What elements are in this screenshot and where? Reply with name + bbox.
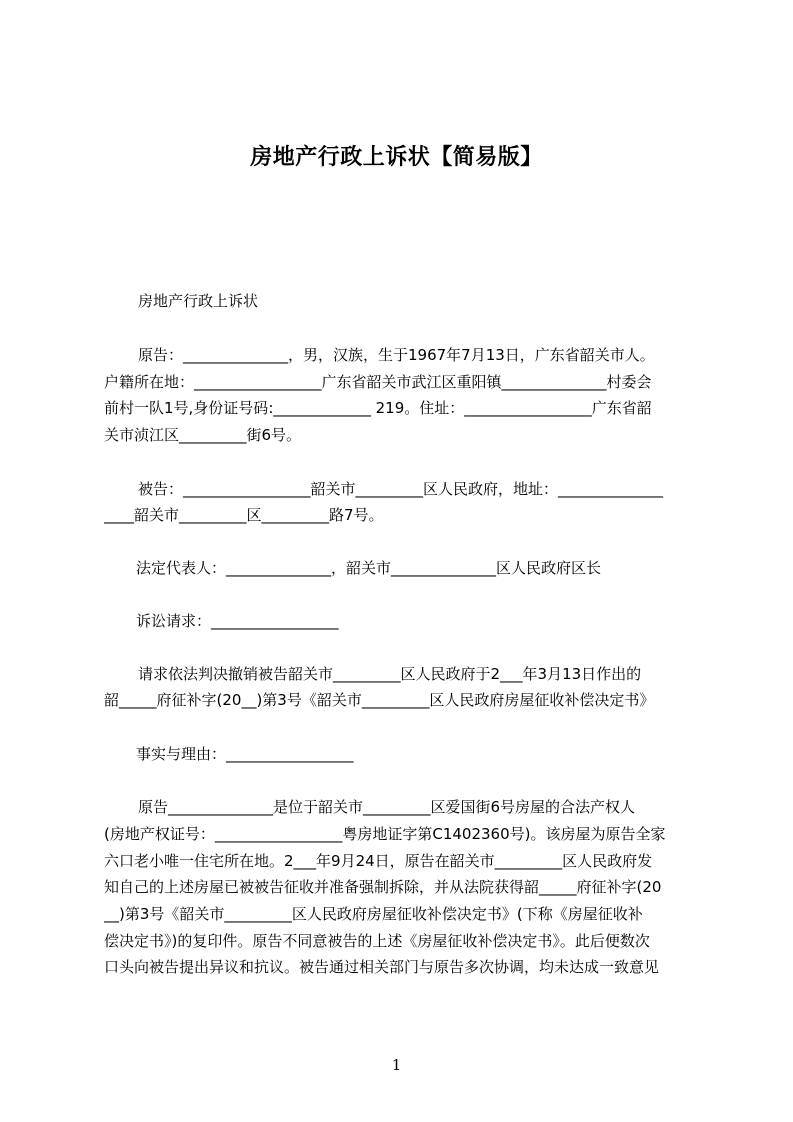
body-line: 户籍所在地：_________________广东省韶关市武江区重阳镇______________村委会	[104, 373, 652, 391]
page-number: 1	[391, 1056, 402, 1074]
legal-representative-line: 法定代表人：______________，韶关市______________区人民政府区长	[136, 559, 602, 577]
facts-heading: 事实与理由：_________________	[136, 745, 354, 763]
claims-heading: 诉讼请求：_________________	[136, 612, 339, 630]
body-line: 前村一队1号,身份证号码:_____________ 219。住址：_________________广东省韶	[104, 399, 652, 417]
plaintiff-line: 原告：______________，男，汉族，生于1967年7月13日，广东省韶关市人。	[138, 346, 655, 364]
facts-line: 原告______________是位于韶关市_________区爱国街6号房屋的合法产权人	[138, 798, 636, 816]
body-line: 六口老小唯一住宅所在地。2___年9月24日，原告在韶关市_________区人民政府发	[104, 852, 653, 870]
body-line: ____韶关市_________区_________路7号。	[104, 506, 384, 524]
document-body	[104, 0, 698, 1122]
body-line: 韶_____府征补字(20__)第3号《韶关市_________区人民政府房屋征收补偿决定书》	[104, 691, 655, 709]
body-line: __)第3号《韶关市_________区人民政府房屋征收补偿决定书》(下称《房屋征收补	[104, 905, 643, 923]
body-line: 口头向被告提出异议和抗议。被告通过相关部门与原告多次协调，均未达成一致意见	[104, 958, 660, 976]
defendant-line: 被告：_________________韶关市_________区人民政府，地址：______________	[138, 480, 664, 498]
body-line: 偿决定书》)的复印件。原告不同意被告的上述《房屋征收补偿决定书》。此后便数次	[104, 932, 650, 950]
heading-line: 房地产行政上诉状	[138, 292, 259, 310]
document-title: 房地产行政上诉状【简易版】	[250, 145, 543, 170]
body-line: 关市浈江区_________街6号。	[104, 426, 302, 444]
body-line: 知自己的上述房屋已被被告征收并准备强制拆除，并从法院获得韶_____府征补字(20	[104, 878, 662, 896]
claim-line: 请求依法判决撤销被告韶关市_________区人民政府于2___年3月13日作出的	[138, 665, 642, 683]
body-line: (房地产权证号：_________________粤房地证字第C1402360号)。该房屋为原告全家	[104, 825, 666, 843]
